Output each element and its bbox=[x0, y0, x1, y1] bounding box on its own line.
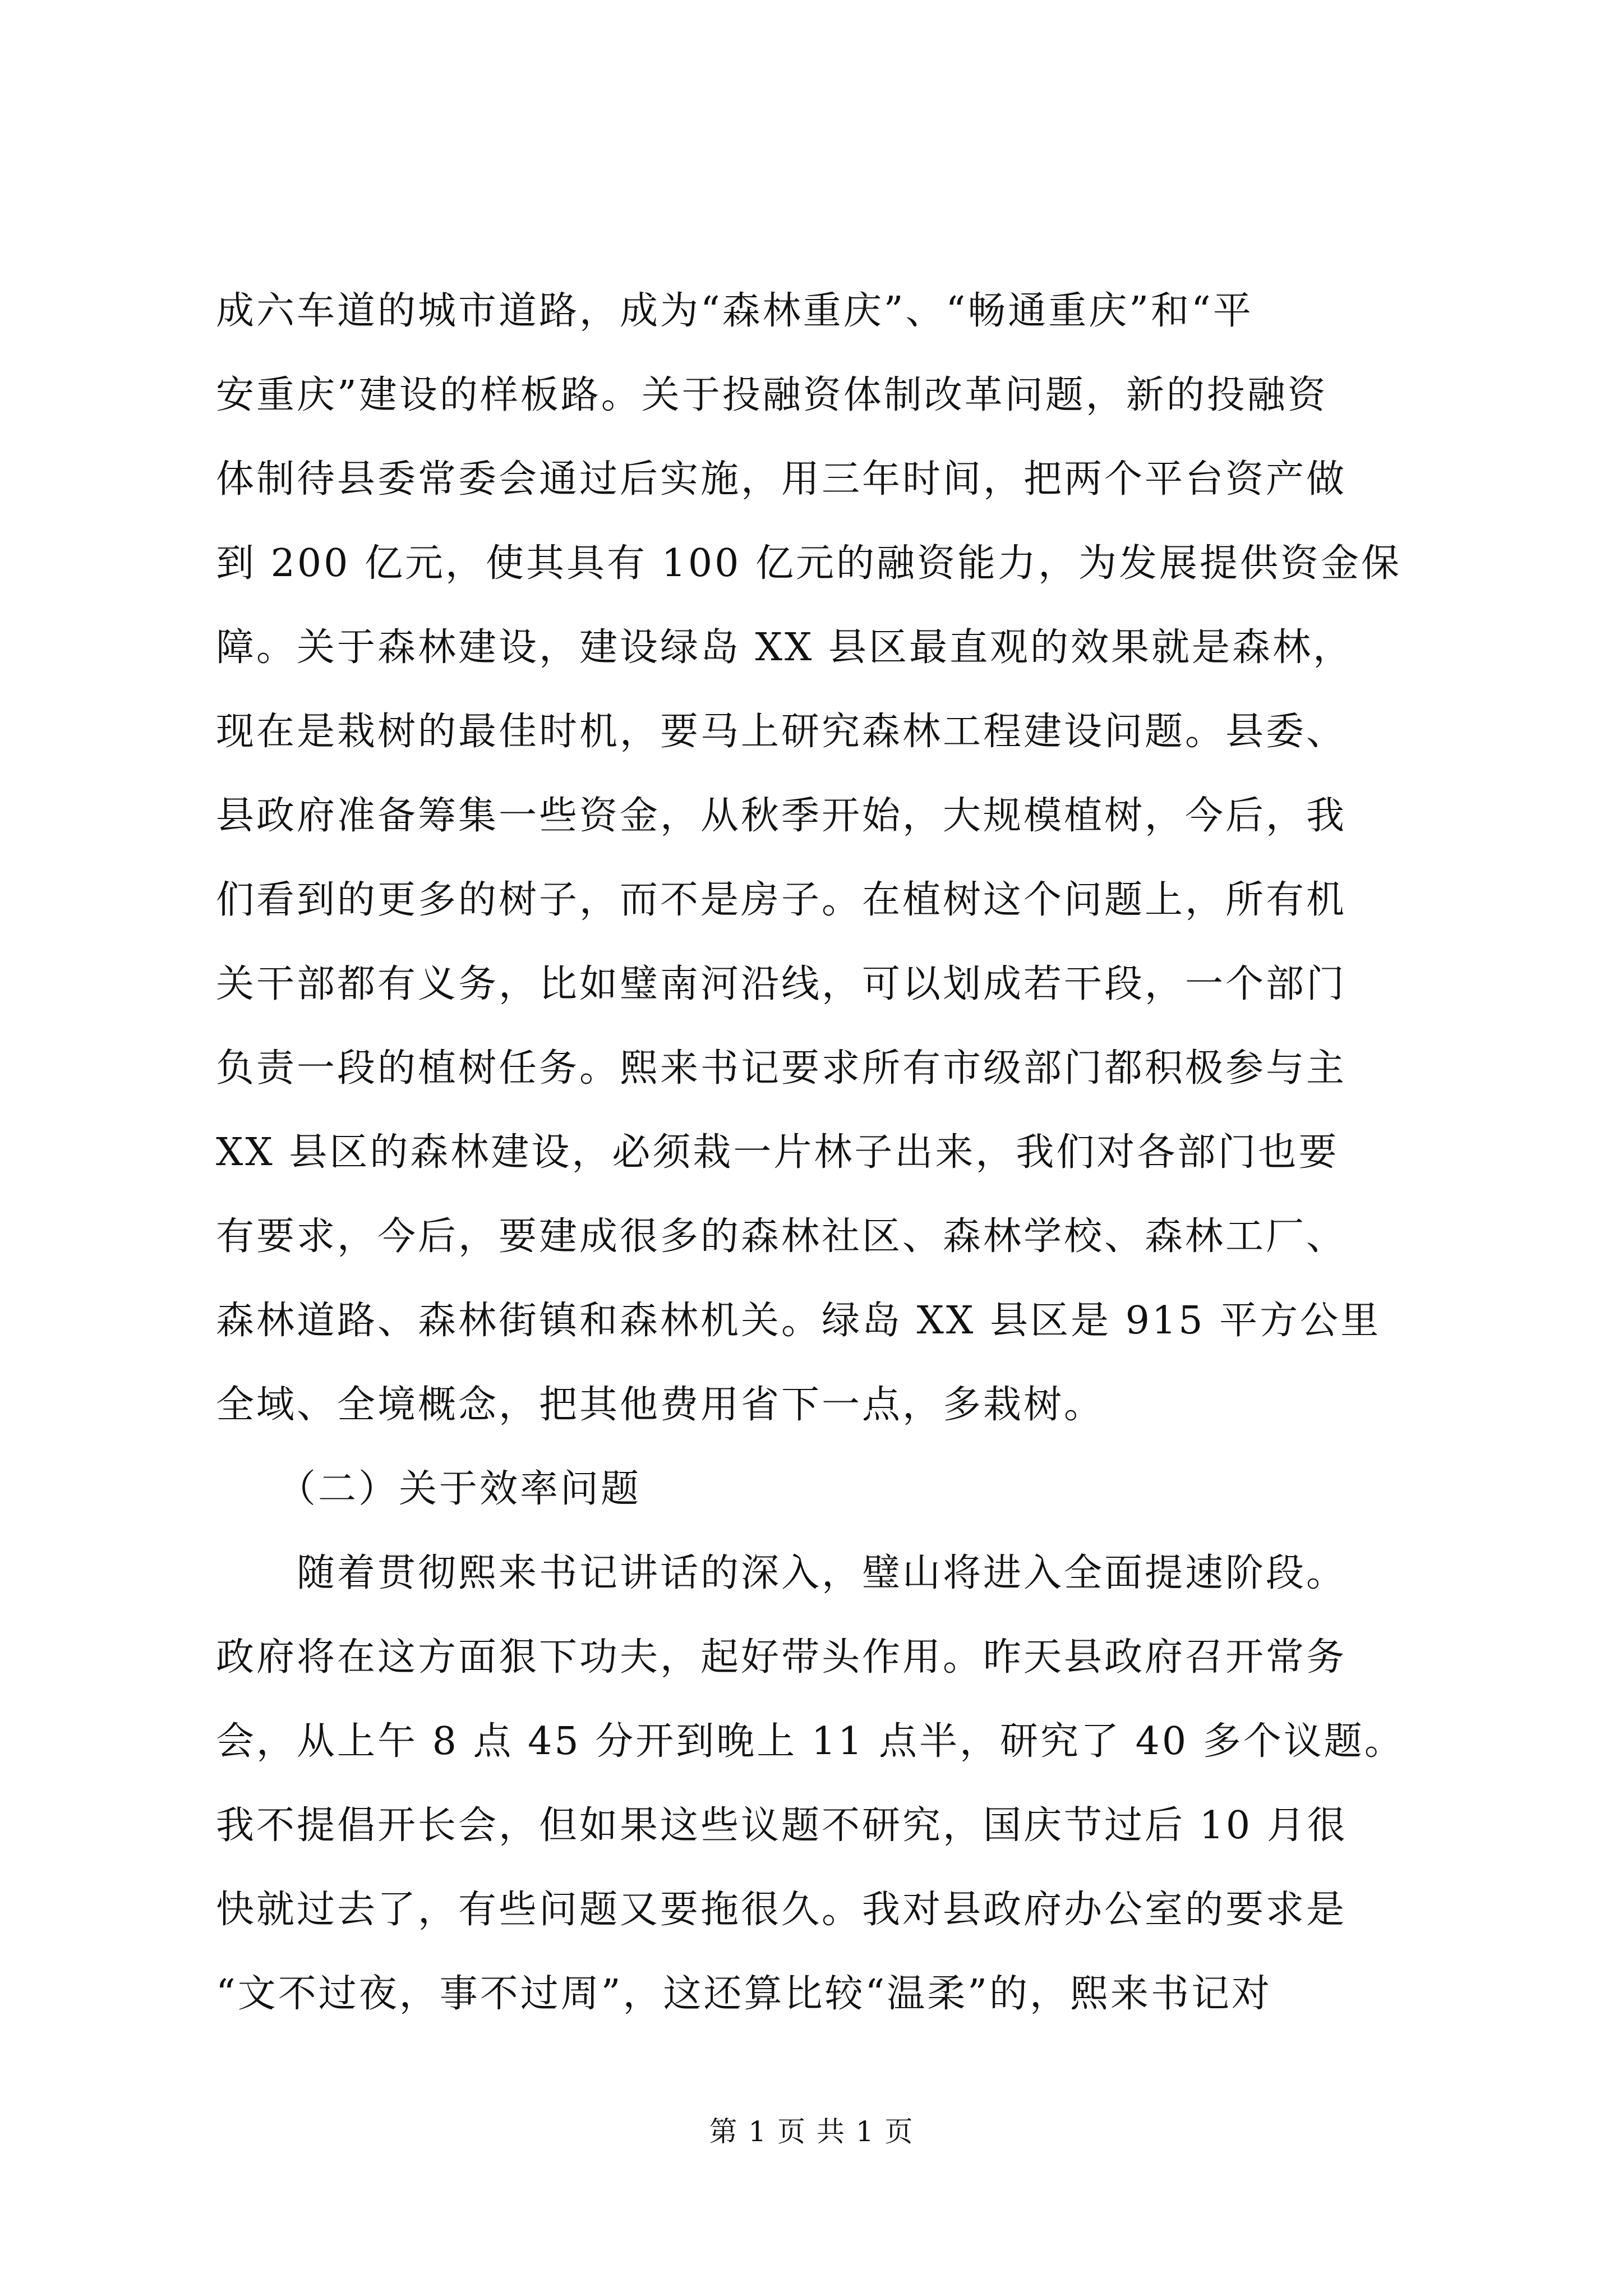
text-line: “文不过夜，事不过周”，这还算比较“温柔”的，熙来书记对 bbox=[216, 1972, 1272, 2016]
text-line: 成六车道的城市道路，成为“森林重庆”、“畅通重庆”和“平 bbox=[216, 289, 1253, 333]
text-line: 负责一段的植树任务。熙来书记要求所有市级部门都积极参与主 bbox=[216, 1046, 1347, 1091]
text-line: 有要求，今后，要建成很多的森林社区、森林学校、森林工厂、 bbox=[216, 1214, 1347, 1259]
text-line: 县政府准备筹集一些资金，从秋季开始，大规模植树，今后，我 bbox=[216, 794, 1347, 838]
text-line: 会，从上午 8 点 45 分开到晚上 11 点半，研究了 40 多个议题。 bbox=[216, 1719, 1405, 1764]
text-line: 现在是栽树的最佳时机，要马上研究森林工程建设问题。县委、 bbox=[216, 710, 1347, 754]
section-heading: （二）关于效率问题 bbox=[216, 1467, 642, 1511]
text-line: 政府将在这方面狠下功夫，起好带头作用。昨天县政府召开常务 bbox=[216, 1635, 1347, 1680]
text-line: 关干部都有义务，比如璧南河沿线，可以划成若干段，一个部门 bbox=[216, 962, 1347, 1006]
text-line: 快就过去了，有些问题又要拖很久。我对县政府办公室的要求是 bbox=[216, 1888, 1347, 1932]
body-text bbox=[216, 289, 1438, 2059]
text-line: 安重庆”建设的样板路。关于投融资体制改革问题，新的投融资 bbox=[216, 373, 1328, 417]
text-line: 到 200 亿元，使其具有 100 亿元的融资能力，为发展提供资金保 bbox=[216, 541, 1402, 586]
text-line: 障。关于森林建设，建设绿岛 XX 县区最直观的效果就是森林， bbox=[216, 625, 1354, 670]
text-line: 随着贯彻熙来书记讲话的深入，璧山将进入全面提速阶段。 bbox=[216, 1551, 1347, 1595]
text-line: 森林道路、森林街镇和森林机关。绿岛 XX 县区是 915 平方公里 bbox=[216, 1299, 1381, 1343]
text-line: 我不提倡开长会，但如果这些议题不研究，国庆节过后 10 月很 bbox=[216, 1803, 1348, 1848]
text-line: 们看到的更多的树子，而不是房子。在植树这个问题上，所有机 bbox=[216, 878, 1347, 922]
text-line: XX 县区的森林建设，必须栽一片林子出来，我们对各部门也要 bbox=[216, 1130, 1339, 1175]
text-line: 体制待县委常委会通过后实施，用三年时间，把两个平台资产做 bbox=[216, 457, 1347, 501]
page-footer: 第 1 页 共 1 页 bbox=[709, 2115, 914, 2148]
text-line: 全域、全境概念，把其他费用省下一点，多栽树。 bbox=[216, 1383, 1105, 1427]
